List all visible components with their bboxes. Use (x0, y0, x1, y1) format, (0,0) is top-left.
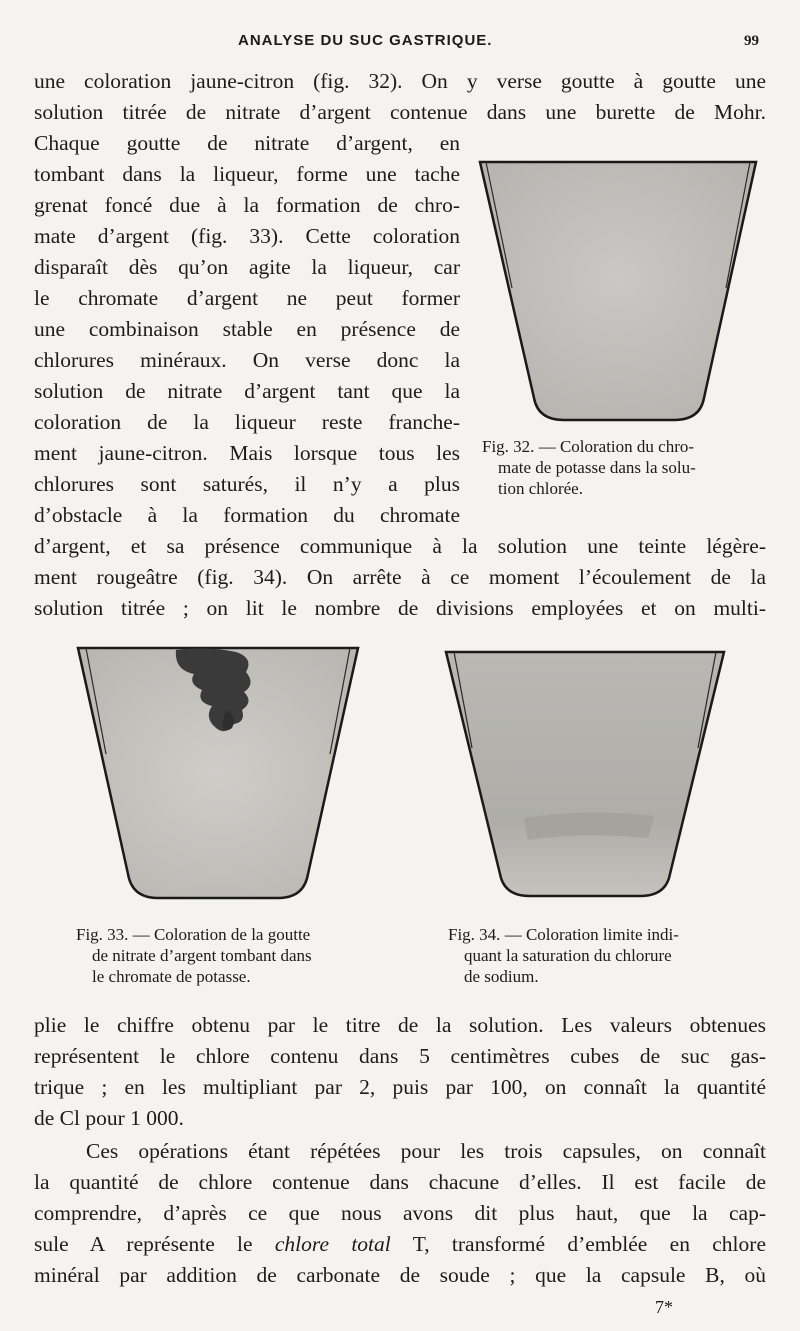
beaker-illustration (478, 158, 760, 430)
figure-label: Fig. 33. (76, 925, 129, 944)
text-line: ment jaune-citron. Mais lorsque tous les (34, 441, 460, 465)
text-line: disparaît dès qu’on agite la liqueur, car (34, 255, 460, 279)
text-line: minéral par addition de carbonate de soude ; que la capsule B, où (34, 1263, 766, 1287)
paragraph-3 (34, 1136, 766, 1291)
text-line: représentent le chlore contenu dans 5 centimètres cubes de suc gas- (34, 1044, 766, 1068)
beaker-illustration (444, 648, 726, 904)
text-line: mate d’argent (fig. 33). Cette coloration (34, 224, 460, 248)
text-line: solution titrée de nitrate d’argent contenue dans une burette de Mohr. (34, 100, 766, 124)
text-line: d’obstacle à la formation du chromate (34, 503, 460, 527)
text-line: plie le chiffre obtenu par le titre de la solution. Les valeurs obtenues (34, 1013, 766, 1037)
text-line: une coloration jaune-citron (fig. 32). On y verse goutte à goutte une (34, 69, 766, 93)
text-line: de Cl pour 1 000. (34, 1106, 184, 1130)
text-line (34, 1229, 766, 1260)
page-number: 99 (744, 33, 759, 49)
caption-line: tion chlorée. (498, 479, 583, 498)
text-line: ment rougeâtre (fig. 34). On arrête à ce moment l’écoulement de la (34, 565, 766, 589)
text-line: chlorures sont saturés, il n’y a plus (34, 472, 460, 496)
text-line: trique ; en les multipliant par 2, puis par 100, on connaît la quantité (34, 1075, 766, 1099)
figure-32 (478, 158, 760, 430)
text-line: solution de nitrate d’argent tant que la (34, 379, 460, 403)
figure-33 (76, 644, 360, 906)
caption-line: le chromate de potasse. (92, 967, 251, 986)
text-line: Ces opérations étant répétées pour les trois capsules, on connaît (86, 1139, 766, 1163)
figure-label: Fig. 32. (482, 437, 535, 456)
text-line: une combinaison stable en présence de (34, 317, 460, 341)
text-line: tombant dans la liqueur, forme une tache (34, 162, 460, 186)
figure-32-caption (482, 436, 768, 499)
paragraph-1-bottom (34, 531, 766, 624)
caption-line: quant la saturation du chlorure (464, 946, 672, 965)
running-head (0, 22, 800, 52)
figure-34 (444, 648, 726, 904)
text-line: coloration de la liqueur reste franche- (34, 410, 460, 434)
text-line: grenat foncé due à la formation de chro- (34, 193, 460, 217)
text-span: T, transformé d’emblée en chlore (390, 1232, 766, 1256)
emphasis-chlore-total: chlore total (274, 1232, 391, 1256)
text-span: sule A représente le (34, 1232, 275, 1256)
text-line: solution titrée ; on lit le nombre de divisions employées et on multi- (34, 596, 766, 620)
caption-line: — Coloration du chro- (538, 437, 695, 456)
paragraph-2 (34, 1010, 766, 1134)
text-line: la quantité de chlore contenue dans chacune d’elles. Il est facile de (34, 1170, 766, 1194)
text-line: le chromate d’argent ne peut former (34, 286, 460, 310)
beaker-illustration (76, 644, 360, 906)
signature-mark: 7* (655, 1297, 673, 1317)
text-line: comprendre, d’après ce que nous avons dit plus haut, que la cap- (34, 1201, 766, 1225)
caption-line: de nitrate d’argent tombant dans (92, 946, 312, 965)
running-title: ANALYSE DU SUC GASTRIQUE. (238, 32, 493, 49)
figure-33-caption (76, 924, 376, 987)
text-line: Chaque goutte de nitrate d’argent, en (34, 131, 460, 155)
text-line: chlorures minéraux. On verse donc la (34, 348, 460, 372)
caption-line: de sodium. (464, 967, 539, 986)
figure-label: Fig. 34. (448, 925, 501, 944)
caption-line: mate de potasse dans la solu- (498, 458, 696, 477)
caption-line: — Coloration limite indi- (504, 925, 679, 944)
paragraph-1-top (34, 66, 766, 128)
paragraph-1-wrapped (34, 128, 460, 531)
figure-34-caption (448, 924, 778, 987)
caption-line: — Coloration de la goutte (132, 925, 311, 944)
text-line: d’argent, et sa présence communique à la solution une teinte légère- (34, 534, 766, 558)
